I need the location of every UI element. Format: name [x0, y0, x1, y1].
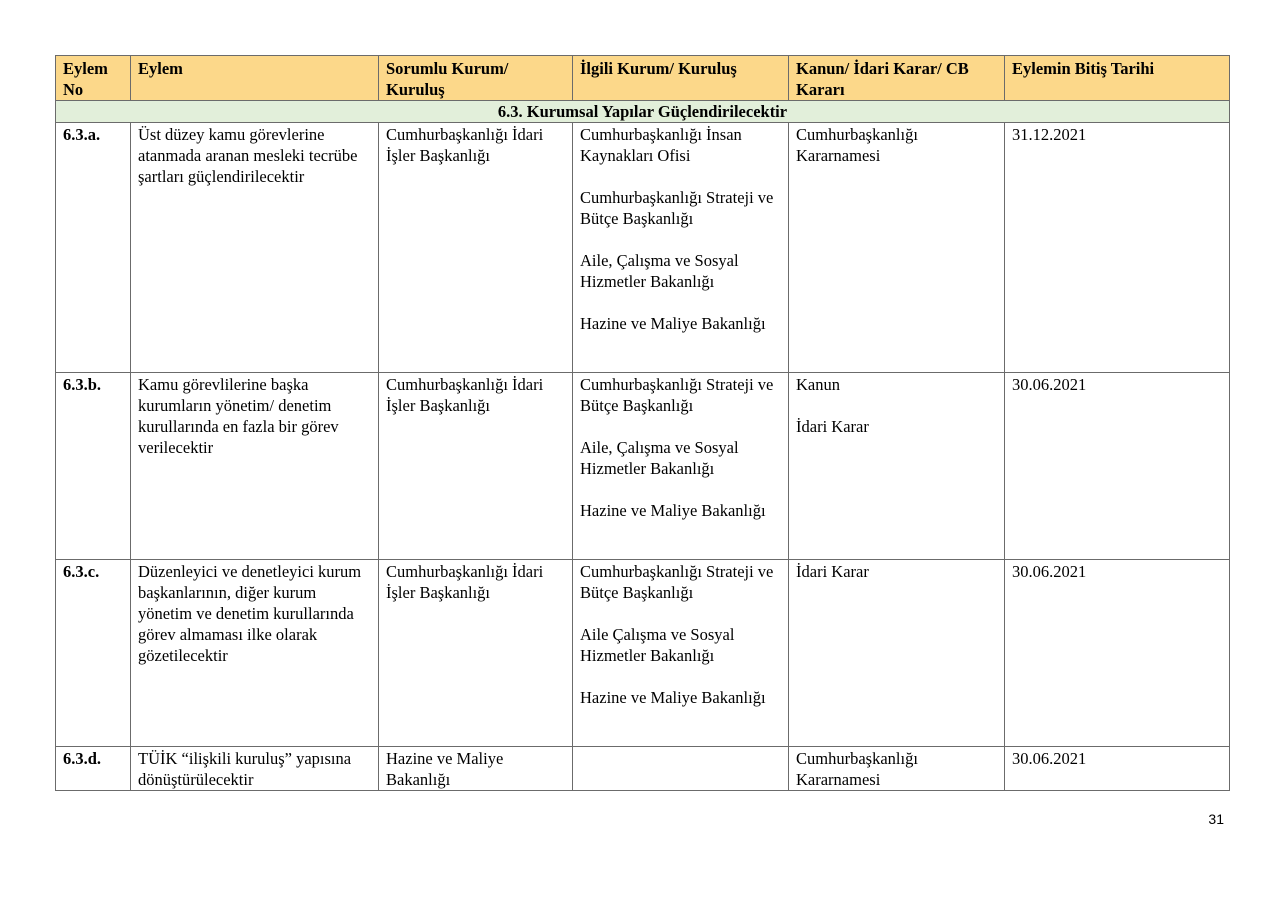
related-entry: Hazine ve Maliye Bakanlığı	[580, 314, 766, 333]
responsible-cell: Cumhurbaşkanlığı İdari İşler Başkanlığı	[379, 560, 573, 747]
related-entry: Aile, Çalışma ve Sosyal Hizmetler Bakanlığı	[580, 251, 739, 291]
legal-entry: Cumhurbaşkanlığı Kararnamesi	[796, 125, 918, 165]
legal-entry: İdari Karar	[796, 417, 869, 436]
header-deadline: Eylemin Bitiş Tarihi	[1005, 56, 1230, 101]
header-legal: Kanun/ İdari Karar/ CB Kararı	[789, 56, 1005, 101]
related-cell	[573, 123, 789, 373]
table-row	[56, 560, 1230, 747]
action-no-cell: 6.3.d.	[56, 747, 131, 791]
table-row	[56, 123, 1230, 373]
table-header-row	[56, 56, 1230, 101]
deadline-cell: 30.06.2021	[1005, 747, 1230, 791]
legal-cell	[789, 747, 1005, 791]
deadline-cell: 30.06.2021	[1005, 560, 1230, 747]
action-plan-table	[55, 55, 1230, 791]
legal-cell	[789, 373, 1005, 560]
page-number: 31	[1208, 811, 1224, 827]
responsible-cell: Hazine ve Maliye Bakanlığı	[379, 747, 573, 791]
responsible-cell: Cumhurbaşkanlığı İdari İşler Başkanlığı	[379, 123, 573, 373]
deadline-cell: 31.12.2021	[1005, 123, 1230, 373]
header-related: İlgili Kurum/ Kuruluş	[573, 56, 789, 101]
related-cell	[573, 373, 789, 560]
header-responsible: Sorumlu Kurum/ Kuruluş	[379, 56, 573, 101]
action-cell: TÜİK “ilişkili kuruluş” yapısına dönüştürülecektir	[131, 747, 379, 791]
legal-cell	[789, 123, 1005, 373]
related-entry: Aile, Çalışma ve Sosyal Hizmetler Bakanlığı	[580, 438, 739, 478]
header-action-no: Eylem No	[56, 56, 131, 101]
action-cell: Üst düzey kamu görevlerine atanmada aranan mesleki tecrübe şartları güçlendirilecektir	[131, 123, 379, 373]
related-entry: Cumhurbaşkanlığı İnsan Kaynakları Ofisi	[580, 125, 742, 165]
action-no-cell: 6.3.b.	[56, 373, 131, 560]
action-no-cell: 6.3.c.	[56, 560, 131, 747]
responsible-cell: Cumhurbaşkanlığı İdari İşler Başkanlığı	[379, 373, 573, 560]
related-entry: Hazine ve Maliye Bakanlığı	[580, 501, 766, 520]
related-cell	[573, 747, 789, 791]
header-action: Eylem	[131, 56, 379, 101]
related-cell	[573, 560, 789, 747]
action-cell: Kamu görevlilerine başka kurumların yönetim/ denetim kurullarında en fazla bir görev verilecektir	[131, 373, 379, 560]
section-row	[56, 101, 1230, 123]
related-entry: Cumhurbaşkanlığı Strateji ve Bütçe Başkanlığı	[580, 375, 774, 415]
related-entry: Hazine ve Maliye Bakanlığı	[580, 688, 766, 707]
related-entry: Aile Çalışma ve Sosyal Hizmetler Bakanlığı	[580, 625, 735, 665]
legal-cell	[789, 560, 1005, 747]
legal-entry: Kanun	[796, 375, 840, 394]
action-no-cell: 6.3.a.	[56, 123, 131, 373]
legal-entry: Cumhurbaşkanlığı Kararnamesi	[796, 749, 918, 789]
action-cell: Düzenleyici ve denetleyici kurum başkanlarının, diğer kurum yönetim ve denetim kurullarında görev almaması ilke olarak gözetilecektir	[131, 560, 379, 747]
deadline-cell: 30.06.2021	[1005, 373, 1230, 560]
related-entry: Cumhurbaşkanlığı Strateji ve Bütçe Başkanlığı	[580, 562, 774, 602]
related-entry: Cumhurbaşkanlığı Strateji ve Bütçe Başkanlığı	[580, 188, 774, 228]
section-title: 6.3. Kurumsal Yapılar Güçlendirilecektir	[56, 101, 1230, 123]
table-row	[56, 373, 1230, 560]
table-row	[56, 747, 1230, 791]
legal-entry: İdari Karar	[796, 562, 869, 581]
